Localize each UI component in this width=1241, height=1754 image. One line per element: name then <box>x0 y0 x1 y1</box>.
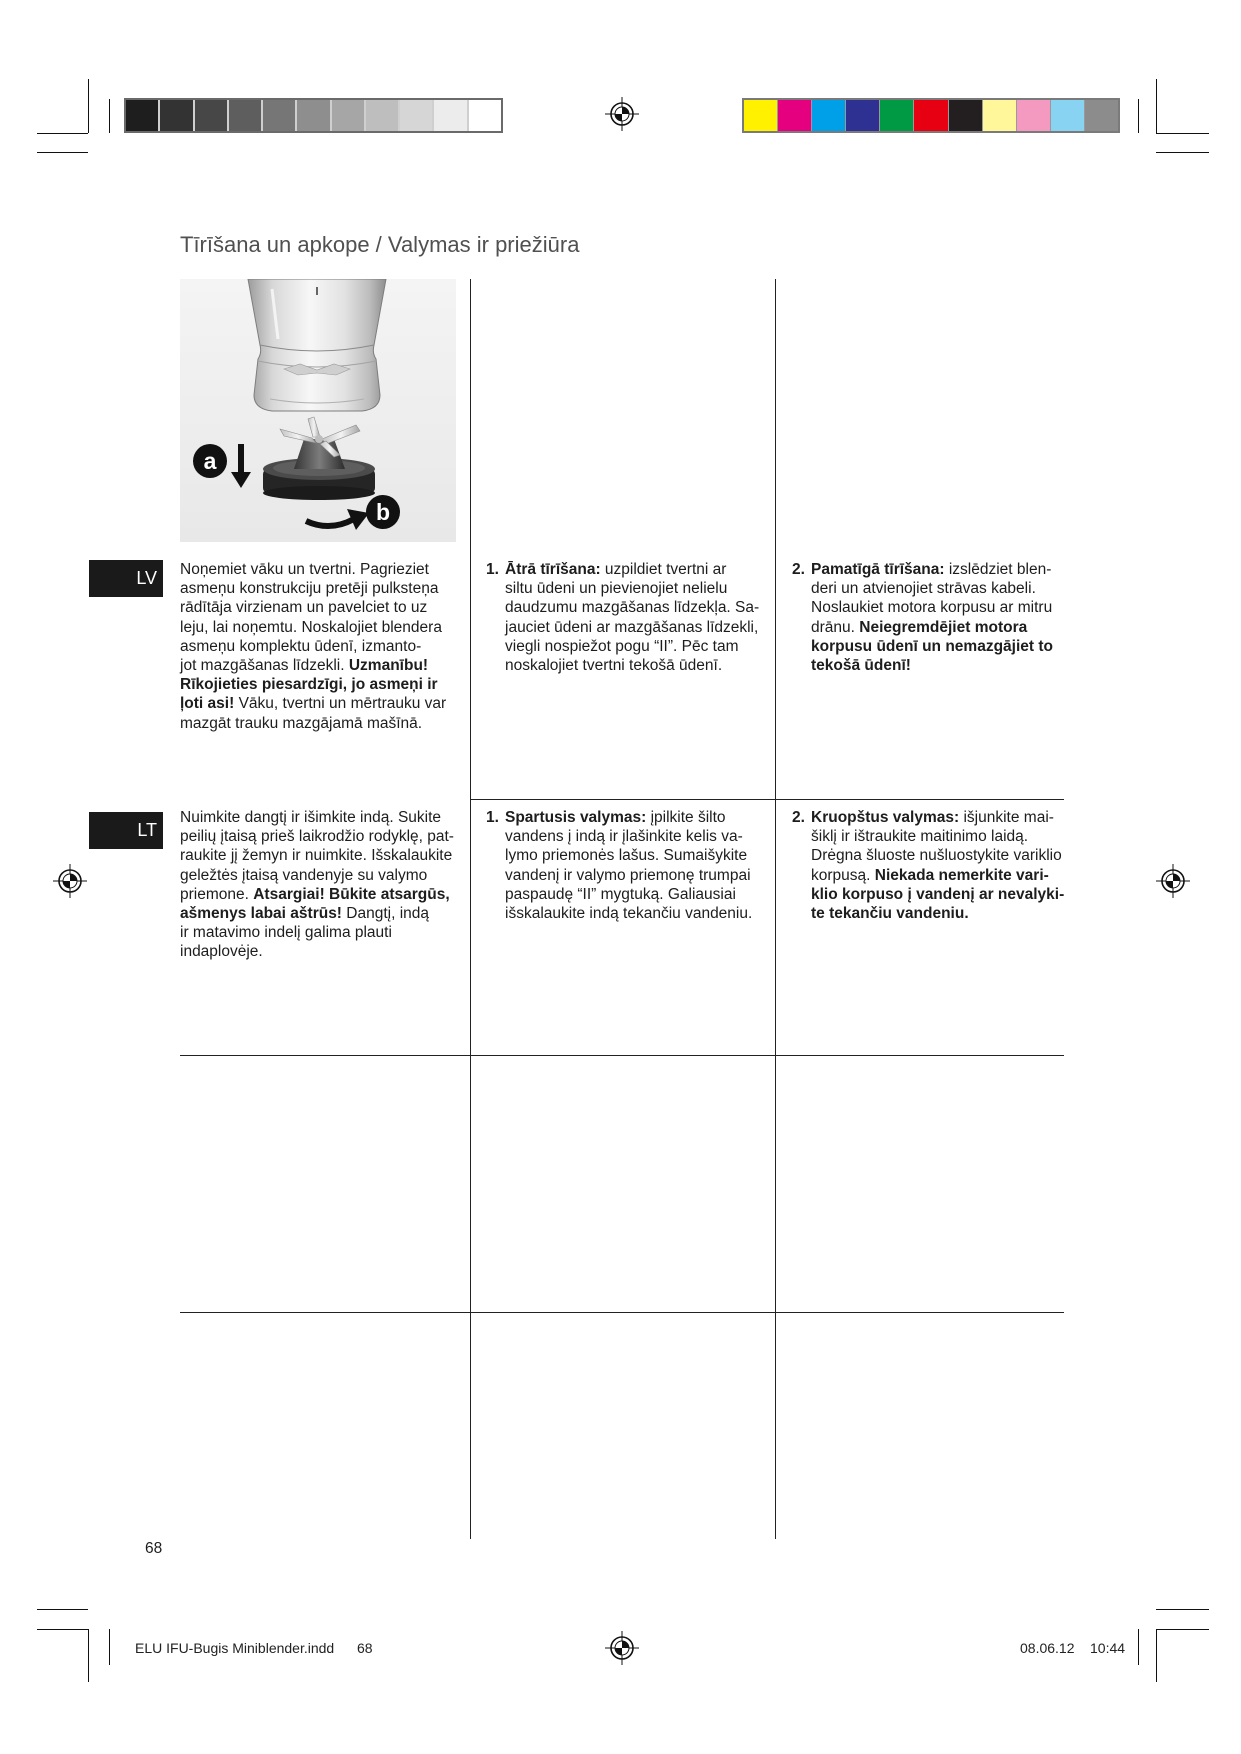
bold-text: Kruopštus valymas: <box>811 809 960 826</box>
color-patch <box>880 100 913 131</box>
body-text: daudzumu mazgāšanas līdzekļa. Sa- <box>505 599 760 617</box>
blender-disassembly-illustration <box>180 279 456 542</box>
color-control-strip <box>742 98 1120 133</box>
text-line <box>180 579 446 598</box>
body-text: rādītāja virzienam un pavelciet to uz <box>180 599 428 617</box>
text-line <box>505 846 752 865</box>
crop-mark <box>88 79 89 133</box>
grayscale-patch <box>469 100 501 131</box>
row-rule <box>180 1312 1064 1313</box>
text-line <box>505 560 759 579</box>
body-text: asmeņu konstrukciju pretēji pulksteņa <box>180 580 439 598</box>
color-patch <box>1051 100 1084 131</box>
text-line <box>811 637 1053 656</box>
text-line <box>180 598 446 617</box>
step-a-marker <box>193 444 227 478</box>
crop-mark <box>1156 133 1209 134</box>
body-text: Dangtį, indą <box>341 904 430 922</box>
grayscale-patch <box>126 100 158 131</box>
blender-jar <box>248 279 386 411</box>
text-line <box>811 904 1064 923</box>
body-text: noskalojiet tvertni tekošā ūdenī. <box>505 656 723 674</box>
step-number: 2. <box>792 561 805 578</box>
grayscale-patch <box>263 100 295 131</box>
grayscale-patch <box>195 100 227 131</box>
text-line <box>180 827 454 846</box>
column-rule <box>470 279 471 1539</box>
body-text: lymo priemonės lašus. Sumaišykite <box>505 847 748 865</box>
body-text: išskalaukite indą tekančiu vandeniu. <box>505 904 753 922</box>
text-line <box>180 694 446 713</box>
lt-disassembly-instructions <box>180 808 454 962</box>
grayscale-control-strip <box>124 98 503 133</box>
text-line <box>505 808 752 827</box>
step-number: 1. <box>486 561 499 578</box>
language-tag-lt: LT <box>89 812 163 849</box>
body-text: Vāku, tvertni un mērtrauku var <box>234 695 447 713</box>
text-line <box>180 618 446 637</box>
color-patch <box>1017 100 1050 131</box>
text-line <box>505 618 759 637</box>
text-line <box>811 866 1064 885</box>
body-text: asmeņu komplektu ūdenī, izmanto- <box>180 637 422 655</box>
text-line <box>811 827 1064 846</box>
grayscale-patch <box>366 100 398 131</box>
color-patch <box>983 100 1016 131</box>
slug-time: 10:44 <box>1090 1640 1126 1656</box>
step-text <box>505 808 752 923</box>
body-text: jauciet ūdeni ar mazgāšanas līdzekli, <box>505 618 759 636</box>
registration-mark-icon <box>53 864 87 898</box>
body-text: geležtės įtaisą vandenyje su valymo <box>180 866 428 884</box>
body-text: jot mazgāšanas līdzekli. <box>180 656 349 674</box>
bold-text: Niekada nemerkite vari- <box>874 866 1049 884</box>
crop-mark <box>1138 1629 1139 1665</box>
text-line <box>811 808 1064 827</box>
text-line <box>180 637 446 656</box>
page-number: 68 <box>145 1540 163 1557</box>
text-line <box>505 637 759 656</box>
text-line <box>180 923 454 942</box>
color-patch <box>914 100 947 131</box>
bold-text: ašmenys labai aštrūs! <box>180 904 342 922</box>
text-line <box>180 904 454 923</box>
step-b-marker <box>366 495 400 529</box>
column-rule <box>775 279 776 1539</box>
body-text: drānu. <box>811 618 860 636</box>
body-text: deri un atvienojiet strāvas kabeli. <box>811 580 1036 598</box>
text-line <box>180 808 454 827</box>
color-patch <box>812 100 845 131</box>
crop-mark <box>37 152 88 153</box>
body-text: ir matavimo indelį galima plauti <box>180 924 392 942</box>
lt-quick-cleaning-step <box>486 808 752 923</box>
text-line <box>505 866 752 885</box>
lv-disassembly-instructions <box>180 560 446 733</box>
grayscale-patch <box>229 100 261 131</box>
crop-mark <box>88 1629 89 1682</box>
bold-text: Uzmanību! <box>348 656 429 674</box>
crop-mark <box>37 1609 88 1610</box>
slug-file-name: ELU IFU-Bugis Miniblender.indd <box>135 1640 335 1656</box>
page-title: Tīrīšana un apkope / Valymas ir priežiūra <box>180 232 580 257</box>
body-text: Noslaukiet motora korpusu ar mitru <box>811 599 1053 617</box>
slug-page-number: 68 <box>357 1640 373 1656</box>
bold-text: te tekančiu vandeniu. <box>811 904 969 922</box>
text-line <box>180 942 454 961</box>
bold-text: klio korpuso į vandenį ar nevalyki- <box>811 885 1065 903</box>
step-text <box>505 560 759 675</box>
bold-text: Rīkojieties piesardzīgi, jo asmeņi ir <box>180 676 438 694</box>
body-text: izslēdziet blen- <box>944 561 1052 578</box>
crop-mark <box>1156 152 1209 153</box>
bold-text: ļoti asi! <box>180 695 235 713</box>
registration-mark-icon <box>1156 864 1190 898</box>
crop-mark <box>1156 1609 1209 1610</box>
registration-mark-icon <box>605 1631 639 1665</box>
grayscale-patch <box>434 100 466 131</box>
bold-text: Ātrā tīrīšana: <box>505 561 601 578</box>
bold-text: tekošā ūdenī! <box>811 656 911 674</box>
language-tag-lv: LV <box>89 560 163 597</box>
text-line <box>180 846 454 865</box>
body-text: mazgāt trauku mazgājamā mašīnā. <box>180 714 423 732</box>
text-line <box>180 675 446 694</box>
step-number: 1. <box>486 809 499 826</box>
row-rule <box>180 1055 1064 1056</box>
body-text: uzpildiet tvertni ar <box>600 561 727 578</box>
body-text: indaplovėje. <box>180 943 263 961</box>
text-line <box>811 846 1064 865</box>
crop-mark <box>37 133 88 134</box>
color-patch <box>778 100 811 131</box>
body-text: Nuimkite dangtį ir išimkite indą. Sukite <box>180 809 442 826</box>
grayscale-patch <box>332 100 364 131</box>
bold-text: korpusu ūdenī un nemazgājiet to <box>811 637 1053 655</box>
text-line <box>811 560 1053 579</box>
crop-mark <box>1156 1629 1157 1682</box>
step-text <box>811 808 1064 923</box>
label-b: b <box>375 499 391 525</box>
color-patch <box>846 100 879 131</box>
body-text: leju, lai noņemtu. Noskalojiet blendera <box>180 618 442 636</box>
text-line <box>811 618 1053 637</box>
text-line <box>505 904 752 923</box>
text-line <box>505 579 759 598</box>
lt-thorough-cleaning-step <box>792 808 1064 923</box>
body-text: priemone. <box>180 885 254 903</box>
body-text: Drėgna šluoste nušluostykite variklio <box>811 847 1062 865</box>
body-text: peilių įtaisą prieš laikrodžio rodyklę, pat- <box>180 828 454 846</box>
color-patch <box>949 100 982 131</box>
text-line <box>505 827 752 846</box>
crop-mark <box>109 1629 110 1665</box>
text-line <box>180 866 454 885</box>
slug-date: 08.06.12 <box>1020 1640 1075 1656</box>
bold-text: Pamatīgā tīrīšana: <box>811 561 945 578</box>
text-line <box>811 885 1064 904</box>
body-text: paspaudę “II” mygtuką. Galiausiai <box>505 885 736 903</box>
text-line <box>505 656 759 675</box>
lv-thorough-cleaning-step <box>792 560 1053 675</box>
text-line <box>180 714 446 733</box>
step-number: 2. <box>792 809 805 826</box>
bold-text: Atsargiai! Būkite atsargūs, <box>253 885 450 903</box>
color-patch <box>1085 100 1118 131</box>
crop-mark <box>1138 99 1139 133</box>
text-line <box>180 560 446 579</box>
body-text: korpusą. <box>811 866 875 884</box>
grayscale-patch <box>297 100 329 131</box>
text-line <box>180 656 446 675</box>
body-text: siltu ūdeni un pievienojiet nelielu <box>505 580 728 598</box>
text-line <box>505 885 752 904</box>
body-text: šiklį ir ištraukite maitinimo laidą. <box>811 828 1029 846</box>
text-line <box>811 598 1053 617</box>
step-text <box>811 560 1053 675</box>
registration-mark-icon <box>605 97 639 131</box>
body-text: viegli nospiežot pogu “II”. Pēc tam <box>505 637 739 655</box>
grayscale-patch <box>160 100 192 131</box>
crop-mark <box>109 99 110 133</box>
body-text: Noņemiet vāku un tvertni. Pagrieziet <box>180 561 429 578</box>
color-patch <box>744 100 777 131</box>
text-line <box>180 885 454 904</box>
text-line <box>811 579 1053 598</box>
label-a: a <box>203 448 217 474</box>
body-text: vandenį ir valymo priemonę trumpai <box>505 866 751 884</box>
grayscale-patch <box>400 100 432 131</box>
text-line <box>505 598 759 617</box>
lv-quick-cleaning-step <box>486 560 759 675</box>
text-line <box>811 656 1053 675</box>
crop-mark <box>1156 1629 1209 1630</box>
row-rule <box>470 799 1064 800</box>
bold-text: Neiegremdējiet motora <box>859 618 1028 636</box>
body-text: raukite jį žemyn ir nuimkite. Išskalaukite <box>180 847 453 865</box>
body-text: išjunkite mai- <box>959 809 1054 826</box>
body-text: įpilkite šilto <box>646 809 726 826</box>
crop-mark <box>1156 79 1157 133</box>
bold-text: Spartusis valymas: <box>505 809 647 826</box>
crop-mark <box>37 1629 88 1630</box>
body-text: vandens į indą ir įlašinkite kelis va- <box>505 828 743 846</box>
